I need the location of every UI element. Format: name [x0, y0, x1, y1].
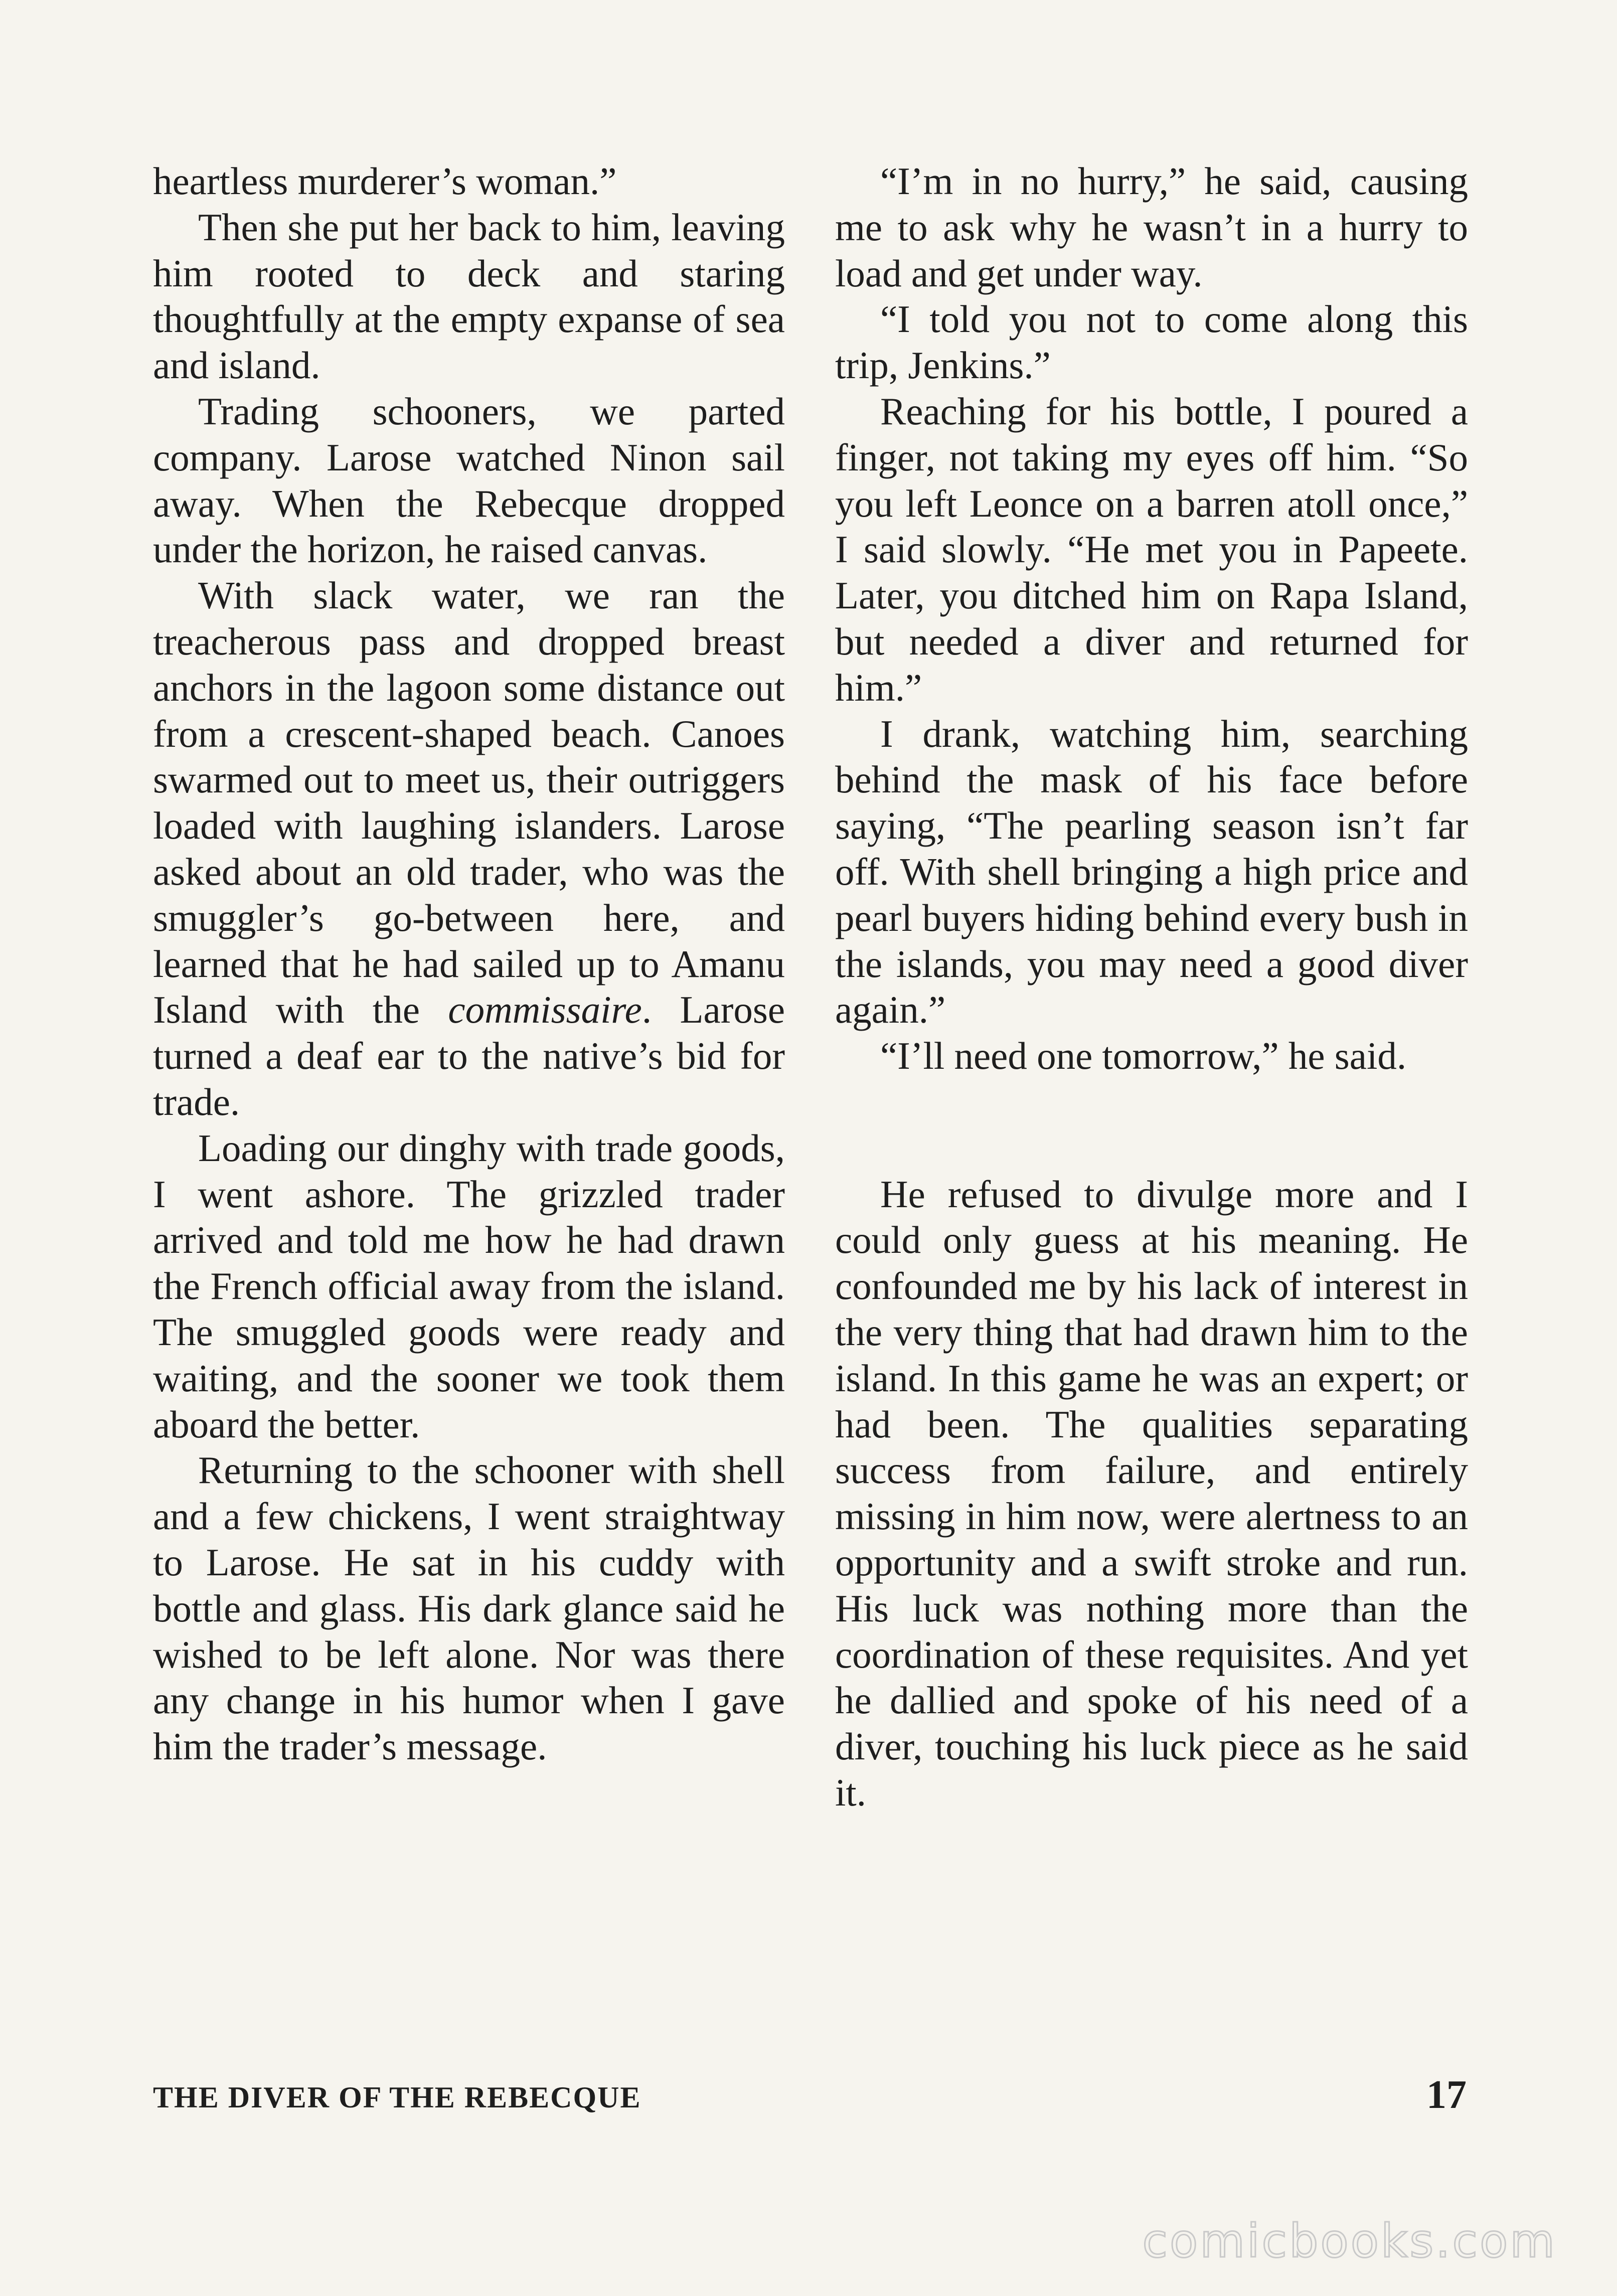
paragraph: “I’ll need one tomorrow,” he said.	[880, 1034, 1407, 1078]
paragraph: With slack water, we ran the treacherous pass and dropped breast anchors in the lagoon some distance out from a crescent-shaped beach. Canoes swarmed out to meet us, their outriggers loaded with laughing islanders. Larose asked about an old trader, who was the smuggler’s go-between here, and learned that he had sailed up to Amanu Island with the commissaire. Larose turned a deaf ear to the native’s bid for trade.	[153, 574, 785, 1123]
paragraph: Reaching for his bottle, I poured a finger, not taking my eyes off him. “So you left Leonce on a barren atoll once,” I said slowly. “He met you in Papeete. Later, you ditched him on Rapa Island, but needed a diver and returned for him.”	[835, 389, 1468, 709]
page-number: 17	[1426, 2073, 1467, 2117]
paragraph: Loading our dinghy with trade goods, I went ashore. The grizzled trader arrived and told me how he had drawn the French official away from the island. The smuggled goods were ready and waiting, and the sooner we took them aboard the better.	[153, 1126, 785, 1446]
paragraph: He refused to divulge more and I could only guess at his meaning. He confounded me by his lack of interest in the very thing that had drawn him to the island. In this game he was an expert; or had been. The qualities separating success from failure, and entirely missing in him now, were alertness to an opportunity and a swift stroke and run. His luck was nothing more than the coordination of these requisites. And yet he dallied and spoke of his need of a diver, touching his luck piece as he said it.	[835, 1172, 1468, 1814]
paragraph: “I’m in no hurry,” he said, causing me to ask why he wasn’t in a hurry to load and get under way.	[835, 159, 1468, 295]
paragraph: Trading schooners, we parted company. Larose watched Ninon sail away. When the Rebecque dropped under the horizon, he raised canvas.	[153, 389, 785, 571]
running-footer-title: THE DIVER OF THE REBECQUE	[153, 2081, 641, 2114]
paragraph: I drank, watching him, searching behind the mask of his face before saying, “The pearling season isn’t far off. With shell bringing a high price and pearl buyers hiding behind every bush in the islands, you may need a good diver again.”	[835, 712, 1468, 1032]
paragraph: Then she put her back to him, leaving him rooted to deck and staring thoughtfully at the empty expanse of sea and island.	[153, 205, 785, 387]
paragraph: “I told you not to come along this trip, Jenkins.”	[835, 297, 1468, 387]
left-column	[153, 158, 785, 1770]
right-column	[835, 158, 1468, 1816]
paragraph: heartless murderer’s woman.”	[153, 159, 617, 203]
watermark-logo: comicbooks.com	[1142, 2214, 1557, 2268]
paragraph: Returning to the schooner with shell and a few chickens, I went straightway to Larose. He sat in his cuddy with bottle and glass. His dark glance said he wished to be left alone. Nor was there any change in his humor when I gave him the trader’s message.	[153, 1448, 785, 1768]
